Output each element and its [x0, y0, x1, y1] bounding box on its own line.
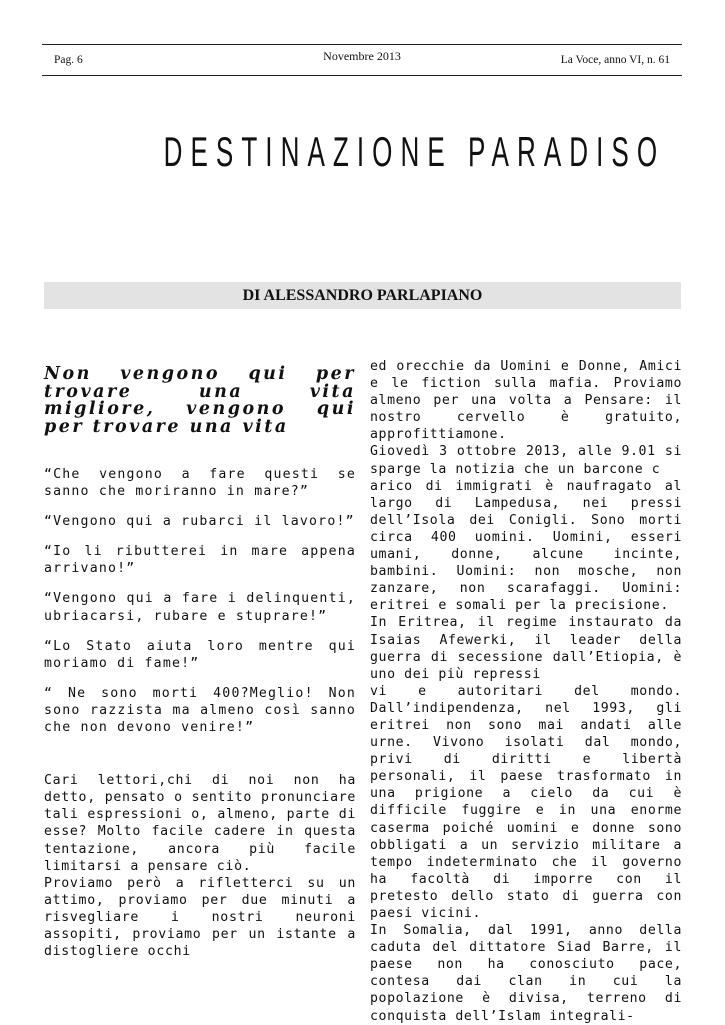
byline: DI ALESSANDRO PARLAPIANO [44, 282, 681, 309]
quote: “Vengono qui a rubarci il lavoro!” [44, 514, 355, 530]
issue-info: La Voce, anno VI, n. 61 [560, 54, 670, 66]
quote: “Che vengono a fare questi se sanno che moriranno in mare?” [44, 467, 356, 500]
paragraph: arico di immigrati è naufragato al largo di Lampedusa, nei pressi dell’Isola dei Conigli. Sono morti circa 400 uomini. Uomini, esseri umani, donne, alcune incinte, bambini. Uomini: non mosche, non zanzare, non scarafaggi. Uomini: eritrei e somali per la precisione. [370, 478, 682, 614]
quote: “Lo Stato aiuta loro mentre qui moriamo di fame!” [44, 638, 356, 671]
paragraph: Proviamo però a rifletterci su un attimo, proviamo per due minuti a risvegliare i nostri neuroni assopiti, proviamo per un istante a distogliere occhi [44, 875, 356, 960]
quote: “Vengono qui a fare i delinquenti, ubriacarsi, rubare e stuprare!” [44, 591, 356, 624]
paragraph: In Eritrea, il regime instaurato da Isaias Afewerki, il leader della guerra di secessione dall’Etiopia, è uno dei più repressi [370, 615, 682, 682]
issue-date: Novembre 2013 [323, 49, 401, 63]
quote: “ Ne sono morti 400?Meglio! Non sono razzista ma almeno così sanno che non devono venire!” [44, 685, 356, 736]
quote: “Io li ributterei in mare appena arrivano!” [44, 544, 356, 577]
left-column [44, 366, 356, 960]
page-number: Pag. 6 [54, 54, 83, 66]
article-title: DESTINAZIONE PARADISO [163, 128, 666, 175]
right-column [370, 358, 682, 1025]
paragraph: Cari lettori,chi di noi non ha detto, pensato o sentito pronunciare tali espressioni o, almeno, parte di esse? Molto facile cadere in questa tentazione, ancora più facile limitarsi a pensare ciò. [44, 773, 356, 874]
article-subtitle: Non vengono qui per trovare una vita migliore, vengono qui per trovare una vita [44, 364, 356, 437]
paragraph: ed orecchie da Uomini e Donne, Amici e le fiction sulla mafia. Proviamo almeno per una volta a Pensare: il nostro cervello è gratuito, approfittiamone. [370, 359, 682, 443]
page-header [42, 44, 682, 76]
paragraph: In Somalia, dal 1991, anno della caduta del dittatore Siad Barre, il paese non ha conosciuto pace, contesa dai clan in cui la popolazione è divisa, terreno di conquista dell’Islam integrali- [370, 923, 682, 1024]
paragraph: Giovedì 3 ottobre 2013, alle 9.01 si sparge la notizia che un barcone c [370, 444, 682, 477]
paragraph: vi e autoritari del mondo. Dall’indipendenza, nel 1993, gli eritrei non sono mai andati alle urne. Vivono isolati dal mondo, privi di diritti e libertà personali, il paese trasformato in una prigione a cielo da cui è difficile fuggire e in una enorme caserma poiché uomini e donne sono obbligati a un servizio militare a tempo indeterminato che il governo ha facoltà di imporre con il pretesto dello stato di guerra con paesi vicini. [370, 683, 682, 921]
